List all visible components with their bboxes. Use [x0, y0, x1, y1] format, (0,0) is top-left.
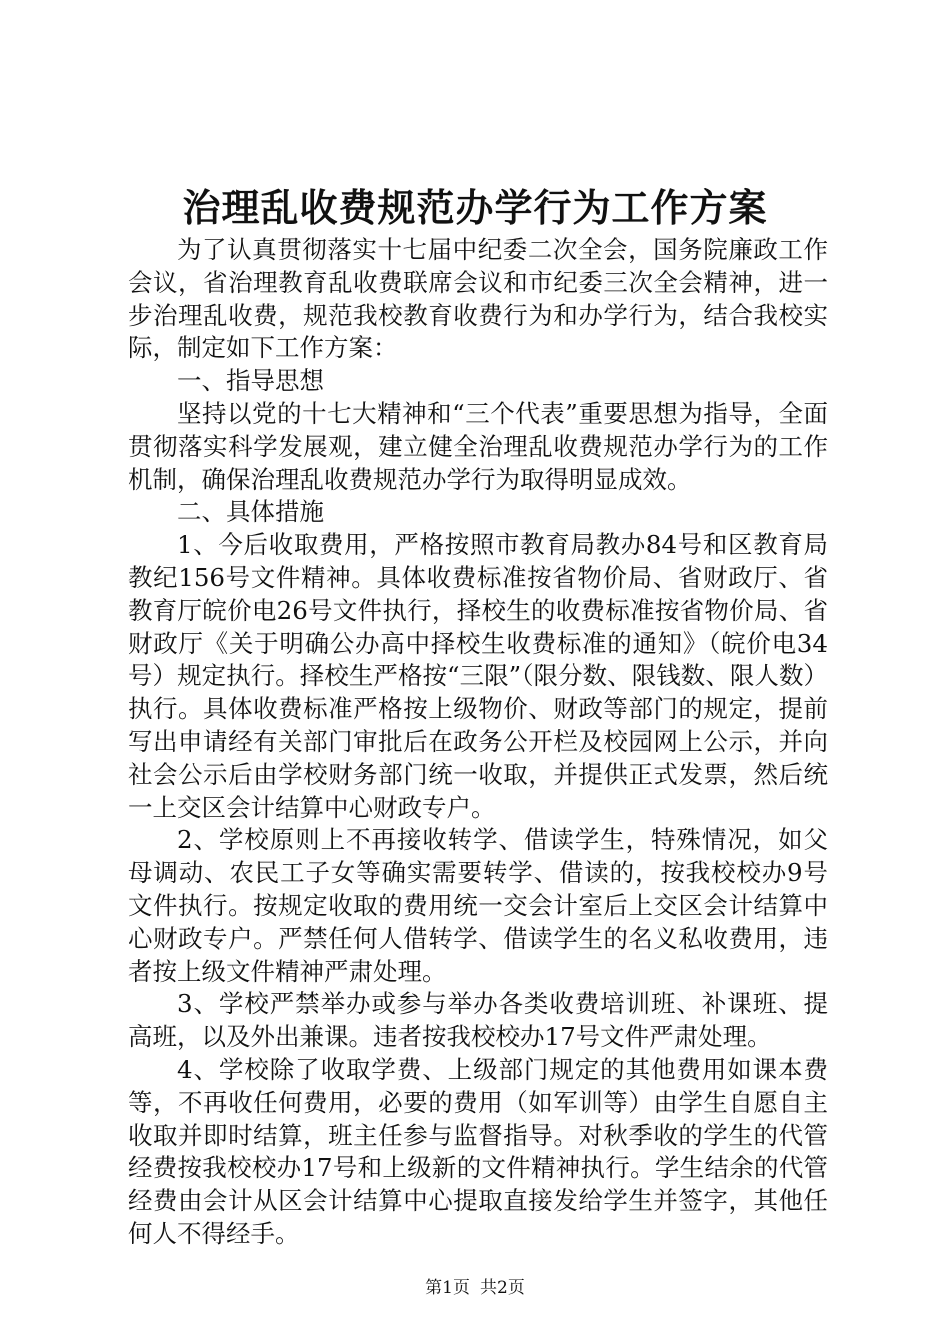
measure-paragraph-4: 4、学校除了收取学费、上级部门规定的其他费用如课本费等，不再收任何费用，必要的费用（如军训等）由学生自愿自主收取并即时结算，班主任参与监督指导。对秋季收的学生的代管经费按我校校办17号和上级新的文件精神执行。学生结余的代管经费由会计从区会计结算中心提取直接发给学生并签字，其他任何人不得经手。	[128, 1054, 828, 1248]
guiding-ideology-paragraph: 坚持以党的十七大精神和“三个代表”重要思想为指导，全面贯彻落实科学发展观，建立健全治理乱收费规范办学行为的工作机制，确保治理乱收费规范办学行为取得明显成效。	[128, 398, 828, 494]
measure-paragraph-1: 1、今后收取费用，严格按照市教育局教办84号和区教育局教纪156号文件精神。具体收费标准按省物价局、省财政厅、省教育厅皖价电26号文件执行，择校生的收费标准按省物价局、省财政厅《关于明确公办高中择校生收费标准的通知》（皖价电34号）规定执行。择校生严格按“三限”（限分数、限钱数、限人数）执行。具体收费标准严格按上级物价、财政等部门的规定，提前写出申请经有关部门审批后在政务公开栏及校园网上公示，并向社会公示后由学校财务部门统一收取，并提供正式发票，然后统一上交区会计结算中心财政专户。	[128, 530, 828, 822]
page-number: 第1页	[425, 1278, 470, 1298]
page-total: 共2页	[480, 1278, 525, 1298]
intro-paragraph: 为了认真贯彻落实十七届中纪委二次全会，国务院廉政工作会议，省治理教育乱收费联席会议和市纪委三次全会精神，进一步治理乱收费，规范我校教育收费行为和办学行为，结合我校实际，制定如下工作方案：	[128, 235, 828, 363]
document-title: 治理乱收费规范办学行为工作方案	[182, 185, 768, 230]
section-heading-measures: 二、具体措施	[177, 497, 324, 527]
measure-paragraph-2: 2、学校原则上不再接收转学、借读学生，特殊情况，如父母调动、农民工子女等确实需要转学、借读的，按我校校办9号文件执行。按规定收取的费用统一交会计室后上交区会计结算中心财政专户。严禁任何人借转学、借读学生的名义私收费用，违者按上级文件精神严肃处理。	[128, 825, 828, 986]
measure-paragraph-3: 3、学校严禁举办或参与举办各类收费培训班、补课班、提高班，以及外出兼课。违者按我校校办17号文件严肃处理。	[128, 989, 828, 1052]
section-heading-guiding-ideology: 一、指导思想	[177, 366, 324, 396]
page-footer	[0, 1276, 950, 1300]
document-body	[128, 234, 828, 1251]
